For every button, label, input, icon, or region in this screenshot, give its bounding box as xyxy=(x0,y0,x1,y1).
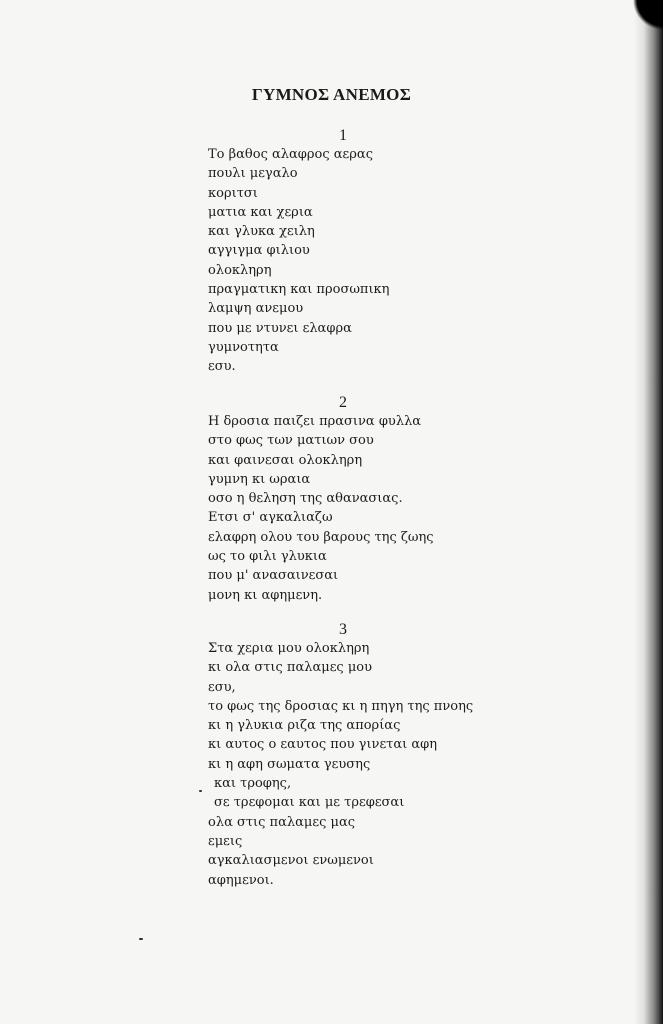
verse-line: ολοκληρη xyxy=(208,262,272,278)
verse-line: και τροφης, xyxy=(214,776,292,792)
verse-line: μονη κι αφημενη. xyxy=(208,587,323,603)
verse-line: που με ντυνει ελαφρα xyxy=(208,320,352,336)
verse-line: που μ' ανασαινεσαι xyxy=(208,568,339,584)
page-edge-shadow xyxy=(633,0,663,1024)
verse-line: κι ολα στις παλαμες μου xyxy=(208,660,373,676)
verse-line: Ετσι σ' αγκαλιαζω xyxy=(208,510,333,526)
verse-line: κοριτσι xyxy=(208,185,258,201)
verse-line: το φως της δροσιας κι η πηγη της πνοης xyxy=(208,698,474,714)
verse-line: ως το φιλι γλυκια xyxy=(208,549,327,565)
verse-lines xyxy=(208,639,508,890)
section-number: 3 xyxy=(339,621,347,638)
section-number: 2 xyxy=(339,394,347,411)
verse-line: γυμνη κι ωραια xyxy=(208,471,311,487)
verse-line: αγκαλιασμενοι ενωμενοι xyxy=(208,853,374,869)
poem-title: ΓΥΜΝΟΣ ΑΝΕΜΟΣ xyxy=(251,85,412,104)
verse-line: πουλι μεγαλο xyxy=(208,166,298,182)
verse-line: σε τρεφομαι και με τρεφεσαι xyxy=(214,795,405,811)
section-number: 1 xyxy=(339,127,347,144)
verse-lines xyxy=(208,412,508,605)
verse-line: Στα χερια μου ολοκληρη xyxy=(208,641,370,656)
verse-line: ελαφρη ολου του βαρους της ζωης xyxy=(208,529,434,545)
verse-line: οσο η θεληση της αθανασιας. xyxy=(208,491,403,507)
verse-line: εμεις xyxy=(208,833,243,849)
verse-line: στο φως των ματιων σου xyxy=(208,433,374,449)
verse-line: αγγιγμα φιλιου xyxy=(208,243,310,259)
verse-line: και φαινεσαι ολοκληρη xyxy=(208,452,363,468)
page-corner-shadow xyxy=(623,0,663,40)
ink-speck xyxy=(199,790,202,792)
verse-line: Η δροσια παιζει πρασινα φυλλα xyxy=(208,414,422,429)
verse-line: Το βαθος αλαφρος αερας xyxy=(208,147,373,162)
poem-section-1 xyxy=(208,126,508,377)
verse-line: ολα στις παλαμες μας xyxy=(208,814,355,830)
verse-line: πραγματικη και προσωπικη xyxy=(208,282,390,298)
verse-line: κι η γλυκια ριζα της απορίας xyxy=(208,718,401,734)
verse-line: εσυ. xyxy=(208,359,236,375)
poem-section-3 xyxy=(208,620,508,890)
ink-speck xyxy=(139,938,143,940)
verse-lines xyxy=(208,145,508,377)
verse-line: γυμνοτητα xyxy=(208,339,279,355)
verse-line: κι η αφη σωματα γευσης xyxy=(208,756,371,772)
verse-line: αφημενοι. xyxy=(208,872,274,888)
verse-line: εσυ, xyxy=(208,679,236,695)
verse-line: λαμψη ανεμου xyxy=(208,301,304,317)
poem-section-2 xyxy=(208,393,508,605)
verse-line: ματια και χερια xyxy=(208,204,313,220)
verse-line: και γλυκα χειλη xyxy=(208,224,315,240)
verse-line: κι αυτος ο εαυτος που γινεται αφη xyxy=(208,737,438,753)
